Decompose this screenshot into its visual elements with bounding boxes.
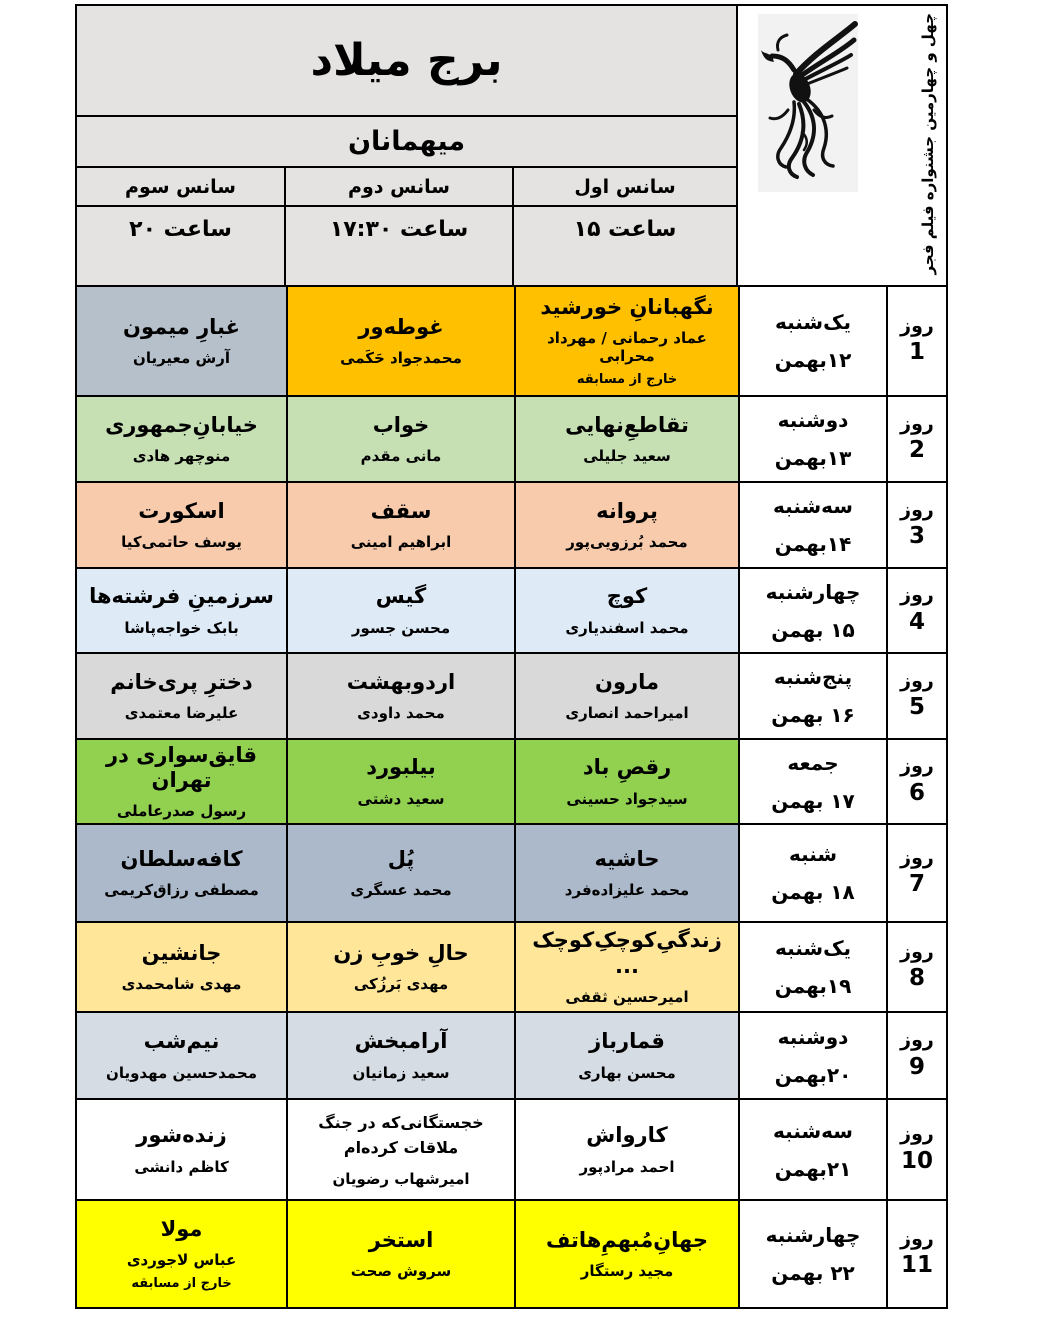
weekday: جمعه bbox=[787, 750, 839, 775]
day-label: روز bbox=[900, 412, 934, 435]
film-title: قمارباز bbox=[589, 1029, 665, 1054]
film-note: خارج از مسابقه bbox=[131, 1275, 232, 1291]
day-label: روز bbox=[900, 1227, 934, 1250]
fajr-festival-simorgh-logo bbox=[758, 14, 858, 192]
day-number: 6 bbox=[909, 779, 926, 806]
weekday: چهارشنبه bbox=[765, 1223, 861, 1247]
film-director: عماد رحمانی / مهرداد محرابی bbox=[547, 328, 707, 365]
date-cell bbox=[738, 287, 886, 395]
film-director: بابک خواجه‌پاشا bbox=[124, 618, 239, 637]
film-cell-session-1 bbox=[514, 1013, 738, 1098]
weekday: شنبه bbox=[788, 842, 838, 866]
film-title: آرامبخش bbox=[354, 1029, 448, 1054]
screening-schedule-table bbox=[75, 4, 948, 1309]
session-1-label: سانس اول bbox=[512, 168, 736, 205]
day-number-cell bbox=[886, 287, 946, 395]
schedule-row-day-6 bbox=[77, 740, 946, 825]
date: ۱۴بهمن bbox=[774, 532, 852, 556]
film-title: خیابانِ‌جمهوری bbox=[105, 412, 258, 437]
date-cell bbox=[738, 397, 886, 481]
film-director: منوچهر هادی bbox=[132, 447, 231, 466]
film-title: حالِ خوبِ زن bbox=[333, 940, 469, 965]
film-director: ابراهیم امینی bbox=[350, 533, 452, 552]
day-label: روز bbox=[900, 940, 934, 963]
film-director: امیرحسین ثقفی bbox=[565, 987, 689, 1006]
film-director: محمدحسین مهدویان bbox=[106, 1063, 257, 1082]
film-title: مارون bbox=[595, 669, 659, 694]
film-cell-session-2 bbox=[286, 1013, 514, 1098]
film-director: محمد علیزاده‌فرد bbox=[564, 881, 690, 900]
date-cell bbox=[738, 569, 886, 652]
date-cell bbox=[738, 483, 886, 567]
film-cell-session-3 bbox=[77, 569, 286, 652]
festival-edition-vertical-text: چهل و چهارمین جشنواره فیلم فجر bbox=[919, 13, 937, 275]
film-cell-session-2 bbox=[286, 654, 514, 738]
date-cell bbox=[738, 654, 886, 738]
day-number-cell bbox=[886, 1013, 946, 1098]
film-director: عباس لاجوردی bbox=[126, 1250, 237, 1269]
weekday: یک‌شنبه bbox=[774, 936, 852, 960]
film-director: مهدی شامحمدی bbox=[121, 975, 242, 994]
film-cell-session-2 bbox=[286, 1100, 514, 1199]
film-title: اسکورت bbox=[138, 498, 225, 523]
date: ۱۵ بهمن bbox=[771, 617, 855, 642]
header-left-block bbox=[77, 6, 736, 285]
film-director: سعید دشتی bbox=[357, 789, 445, 808]
schedule-row-day-4 bbox=[77, 569, 946, 654]
day-number: 11 bbox=[901, 1252, 934, 1279]
film-director: محسن جسور bbox=[351, 618, 451, 637]
film-cell-session-2 bbox=[286, 923, 514, 1011]
day-number: 2 bbox=[909, 437, 926, 464]
film-director: احمد مرادپور bbox=[579, 1157, 675, 1176]
film-title: حاشیه bbox=[594, 846, 660, 871]
film-director: مهدی بَرزُکی bbox=[353, 975, 449, 994]
day-label: روز bbox=[900, 584, 934, 607]
film-title: کافه‌سلطان bbox=[120, 846, 243, 871]
film-director: علیرضا معتمدی bbox=[124, 704, 239, 723]
date: ۱۲بهمن bbox=[774, 348, 852, 372]
film-cell-session-3 bbox=[77, 1100, 286, 1199]
film-director: سروش صحت bbox=[350, 1262, 452, 1281]
film-director: سیدجواد حسینی bbox=[566, 789, 688, 808]
film-title: زنده‌شور bbox=[136, 1123, 227, 1148]
film-title: استخر bbox=[368, 1227, 434, 1252]
day-number: 9 bbox=[909, 1053, 926, 1080]
day-label: روز bbox=[900, 846, 934, 869]
film-title: تقاطعِ‌نهایی bbox=[565, 412, 689, 437]
day-number-cell bbox=[886, 923, 946, 1011]
film-title: خجستگانی‌که در جنگ ملاقات کرده‌ام bbox=[318, 1113, 484, 1157]
day-number-cell bbox=[886, 654, 946, 738]
film-cell-session-1 bbox=[514, 569, 738, 652]
film-cell-session-2 bbox=[286, 825, 514, 921]
day-number: 1 bbox=[909, 339, 926, 366]
film-director: محمد داودی bbox=[357, 704, 445, 723]
film-director: مانی مقدم bbox=[360, 447, 442, 466]
film-director: سعید جلیلی bbox=[583, 447, 671, 466]
film-cell-session-3 bbox=[77, 740, 286, 823]
weekday: یک‌شنبه bbox=[774, 310, 852, 334]
film-cell-session-1 bbox=[514, 1201, 738, 1307]
schedule-row-day-9 bbox=[77, 1013, 946, 1100]
film-title: مولا bbox=[160, 1216, 203, 1241]
date: ۱۶ بهمن bbox=[771, 703, 855, 727]
film-cell-session-1 bbox=[514, 287, 738, 395]
weekday: دوشنبه bbox=[777, 408, 849, 432]
schedule-row-day-2 bbox=[77, 397, 946, 483]
film-director: امیرشهاب رضویان bbox=[332, 1169, 470, 1188]
schedule-row-day-3 bbox=[77, 483, 946, 569]
film-director: محمد عسگری bbox=[350, 881, 452, 900]
schedule-row-day-10 bbox=[77, 1100, 946, 1201]
day-number: 5 bbox=[909, 694, 926, 721]
film-director: محسن بهاری bbox=[578, 1063, 676, 1082]
film-title: سرزمینِ فرشته‌ها bbox=[89, 584, 274, 609]
day-label: روز bbox=[900, 1029, 934, 1052]
day-number: 10 bbox=[901, 1147, 934, 1174]
film-director: رسول صدرعاملی bbox=[116, 802, 247, 821]
film-director: یوسف حاتمی‌کیا bbox=[121, 533, 242, 552]
session-time-row bbox=[77, 207, 736, 285]
day-label: روز bbox=[900, 669, 934, 692]
day-label: روز bbox=[900, 314, 934, 337]
day-label: روز bbox=[900, 498, 934, 521]
schedule-row-day-5 bbox=[77, 654, 946, 740]
film-director: سعید زمانیان bbox=[352, 1063, 450, 1082]
day-label: روز bbox=[900, 755, 934, 778]
film-director: کاظم دانشی bbox=[134, 1157, 229, 1176]
film-cell-session-3 bbox=[77, 397, 286, 481]
film-director: آرش معیریان bbox=[133, 349, 230, 368]
film-cell-session-1 bbox=[514, 825, 738, 921]
date: ۲۱بهمن bbox=[774, 1156, 852, 1181]
film-title: پُل bbox=[387, 846, 415, 871]
day-number-cell bbox=[886, 740, 946, 823]
film-director: مجید رستگار bbox=[580, 1262, 674, 1281]
film-cell-session-3 bbox=[77, 654, 286, 738]
film-cell-session-2 bbox=[286, 483, 514, 567]
film-cell-session-1 bbox=[514, 654, 738, 738]
date-cell bbox=[738, 825, 886, 921]
film-cell-session-3 bbox=[77, 483, 286, 567]
film-director: مصطفی رزاق‌کریمی bbox=[104, 881, 259, 900]
film-cell-session-1 bbox=[514, 483, 738, 567]
session-2-label: سانس دوم bbox=[284, 168, 512, 205]
film-title: نیم‌شب bbox=[143, 1029, 220, 1054]
session-1-time: ساعت ۱۵ bbox=[512, 207, 736, 285]
date: ۱۹بهمن bbox=[774, 974, 852, 998]
film-title: بیلبورد bbox=[366, 755, 436, 780]
film-title: زندگیِ‌کوچکِ‌کوچک ... bbox=[532, 928, 722, 978]
film-title: گیس bbox=[375, 584, 427, 609]
table-header bbox=[77, 6, 946, 287]
film-cell-session-3 bbox=[77, 287, 286, 395]
venue-title: برج میلاد bbox=[77, 6, 736, 117]
film-cell-session-2 bbox=[286, 287, 514, 395]
day-number-cell bbox=[886, 1100, 946, 1199]
date-cell bbox=[738, 1100, 886, 1199]
film-note: خارج از مسابقه bbox=[576, 371, 678, 387]
date-cell bbox=[738, 923, 886, 1011]
film-cell-session-2 bbox=[286, 1201, 514, 1307]
session-2-time: ساعت ۱۷:۳۰ bbox=[284, 207, 512, 285]
date-cell bbox=[738, 740, 886, 823]
day-number-cell bbox=[886, 1201, 946, 1307]
festival-header-cell bbox=[736, 6, 946, 285]
day-number-cell bbox=[886, 569, 946, 652]
film-title: پروانه bbox=[596, 498, 658, 523]
date: ۱۷ بهمن bbox=[771, 788, 855, 813]
day-label: روز bbox=[900, 1123, 934, 1146]
session-3-label: سانس سوم bbox=[125, 175, 236, 198]
schedule-row-day-7 bbox=[77, 825, 946, 923]
film-title: اردوبهشت bbox=[346, 669, 456, 694]
day-number: 4 bbox=[909, 608, 926, 635]
film-cell-session-3 bbox=[77, 825, 286, 921]
day-number: 3 bbox=[909, 523, 926, 550]
film-title: غبارِ میمون bbox=[123, 314, 240, 339]
film-director: محمدجواد حَکَمی bbox=[340, 349, 462, 368]
film-title: غوطه‌ور bbox=[358, 314, 444, 339]
day-number-cell bbox=[886, 397, 946, 481]
weekday: سه‌شنبه bbox=[773, 494, 853, 518]
day-number-cell bbox=[886, 483, 946, 567]
film-director: محمد بُرزویی‌پور bbox=[566, 533, 688, 552]
day-number: 8 bbox=[909, 965, 926, 992]
film-cell-session-2 bbox=[286, 569, 514, 652]
weekday: سه‌شنبه bbox=[773, 1118, 853, 1143]
schedule-row-day-1 bbox=[77, 287, 946, 397]
film-cell-session-2 bbox=[286, 397, 514, 481]
film-director: امیراحمد انصاری bbox=[565, 704, 689, 723]
film-cell-session-1 bbox=[514, 397, 738, 481]
date: ۲۰بهمن bbox=[774, 1062, 852, 1087]
date: ۲۲ بهمن bbox=[771, 1261, 855, 1285]
film-title: دخترِ پری‌خانم bbox=[110, 669, 253, 694]
film-title: جهانِ‌مُبهمِ‌هاتف bbox=[545, 1227, 709, 1252]
film-title: سقف bbox=[370, 498, 432, 523]
film-cell-session-3 bbox=[77, 1201, 286, 1307]
weekday: پنج‌شنبه bbox=[773, 665, 853, 689]
film-cell-session-1 bbox=[514, 1100, 738, 1199]
weekday: چهارشنبه bbox=[765, 579, 861, 604]
film-title: کارواش bbox=[586, 1123, 668, 1148]
film-title: جانشین bbox=[141, 940, 222, 965]
guests-subtitle: میهمانان bbox=[77, 117, 736, 168]
film-director: محمد اسفندیاری bbox=[565, 618, 689, 637]
film-cell-session-3 bbox=[77, 923, 286, 1011]
film-cell-session-1 bbox=[514, 923, 738, 1011]
date-cell bbox=[738, 1013, 886, 1098]
weekday: دوشنبه bbox=[777, 1024, 849, 1049]
film-title: نگهبانانِ خورشید bbox=[540, 294, 714, 319]
film-title: قایق‌سواری در تهران bbox=[106, 742, 257, 792]
film-title: رقصِ باد bbox=[582, 755, 672, 780]
film-cell-session-2 bbox=[286, 740, 514, 823]
schedule-row-day-8 bbox=[77, 923, 946, 1013]
film-cell-session-3 bbox=[77, 1013, 286, 1098]
day-number: 7 bbox=[909, 871, 926, 898]
film-title: کوچ bbox=[606, 584, 648, 609]
day-number-cell bbox=[886, 825, 946, 921]
film-title: خواب bbox=[372, 412, 430, 437]
film-cell-session-1 bbox=[514, 740, 738, 823]
session-name-row bbox=[77, 168, 736, 207]
schedule-row-day-11 bbox=[77, 1201, 946, 1307]
date: ۱۳بهمن bbox=[774, 446, 852, 470]
session-3-time: ساعت ۲۰ bbox=[129, 217, 232, 242]
date-cell bbox=[738, 1201, 886, 1307]
date: ۱۸ بهمن bbox=[771, 880, 855, 904]
